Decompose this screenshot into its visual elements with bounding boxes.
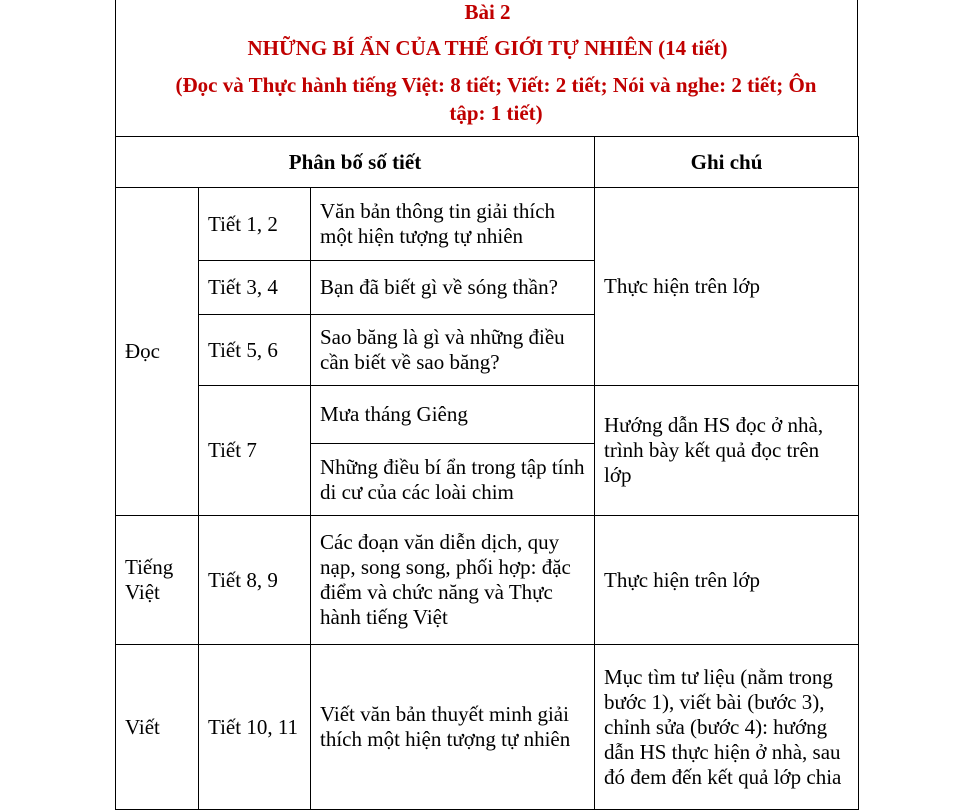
lesson-subtitle: (Đọc và Thực hành tiếng Việt: 8 tiết; Viết: 2 tiết; Nói và nghe: 2 tiết; Ôn tập: 1 tiết) (175, 73, 817, 125)
note-cell: Thực hiện trên lớp (595, 188, 859, 386)
content-cell: Sao băng là gì và những điều cần biết về sao băng? (311, 315, 595, 386)
lesson-number: Bài 2 (464, 0, 511, 24)
content-cell: Các đoạn văn diễn dịch, quy nạp, song song, phối hợp: đặc điểm và chức năng và Thực hành tiếng Việt (311, 516, 595, 645)
table-row (116, 188, 859, 261)
table-row (116, 645, 859, 810)
content-cell: Viết văn bản thuyết minh giải thích một hiện tượng tự nhiên (311, 645, 595, 810)
period-cell: Tiết 10, 11 (199, 645, 311, 810)
section-doc-label: Đọc (116, 188, 199, 516)
note-cell: Mục tìm tư liệu (nằm trong bước 1), viết bài (bước 3), chỉnh sửa (bước 4): hướng dẫn HS thực hiện ở nhà, sau đó đem đến kết quả lớp chia (595, 645, 859, 810)
content-cell: Văn bản thông tin giải thích một hiện tượng tự nhiên (311, 188, 595, 261)
table-row (116, 386, 859, 444)
period-cell: Tiết 5, 6 (199, 315, 311, 386)
table-header-row (116, 137, 859, 188)
content-cell: Mưa tháng Giêng (311, 386, 595, 444)
lesson-header (115, 0, 858, 136)
header-allocation: Phân bố số tiết (116, 137, 595, 188)
note-cell: Hướng dẫn HS đọc ở nhà, trình bày kết quả đọc trên lớp (595, 386, 859, 516)
section-viet-label: Viết (116, 645, 199, 810)
lesson-title: NHỮNG BÍ ẨN CỦA THẾ GIỚI TỰ NHIÊN (14 tiết) (247, 36, 728, 60)
note-cell: Thực hiện trên lớp (595, 516, 859, 645)
period-cell: Tiết 8, 9 (199, 516, 311, 645)
lesson-plan-table (115, 136, 859, 810)
content-cell: Những điều bí ẩn trong tập tính di cư của các loài chim (311, 444, 595, 516)
header-notes: Ghi chú (595, 137, 859, 188)
content-cell: Bạn đã biết gì về sóng thần? (311, 261, 595, 315)
table-row (116, 516, 859, 645)
section-tieng-viet-label: Tiếng Việt (116, 516, 199, 645)
period-cell: Tiết 7 (199, 386, 311, 516)
period-cell: Tiết 3, 4 (199, 261, 311, 315)
period-cell: Tiết 1, 2 (199, 188, 311, 261)
